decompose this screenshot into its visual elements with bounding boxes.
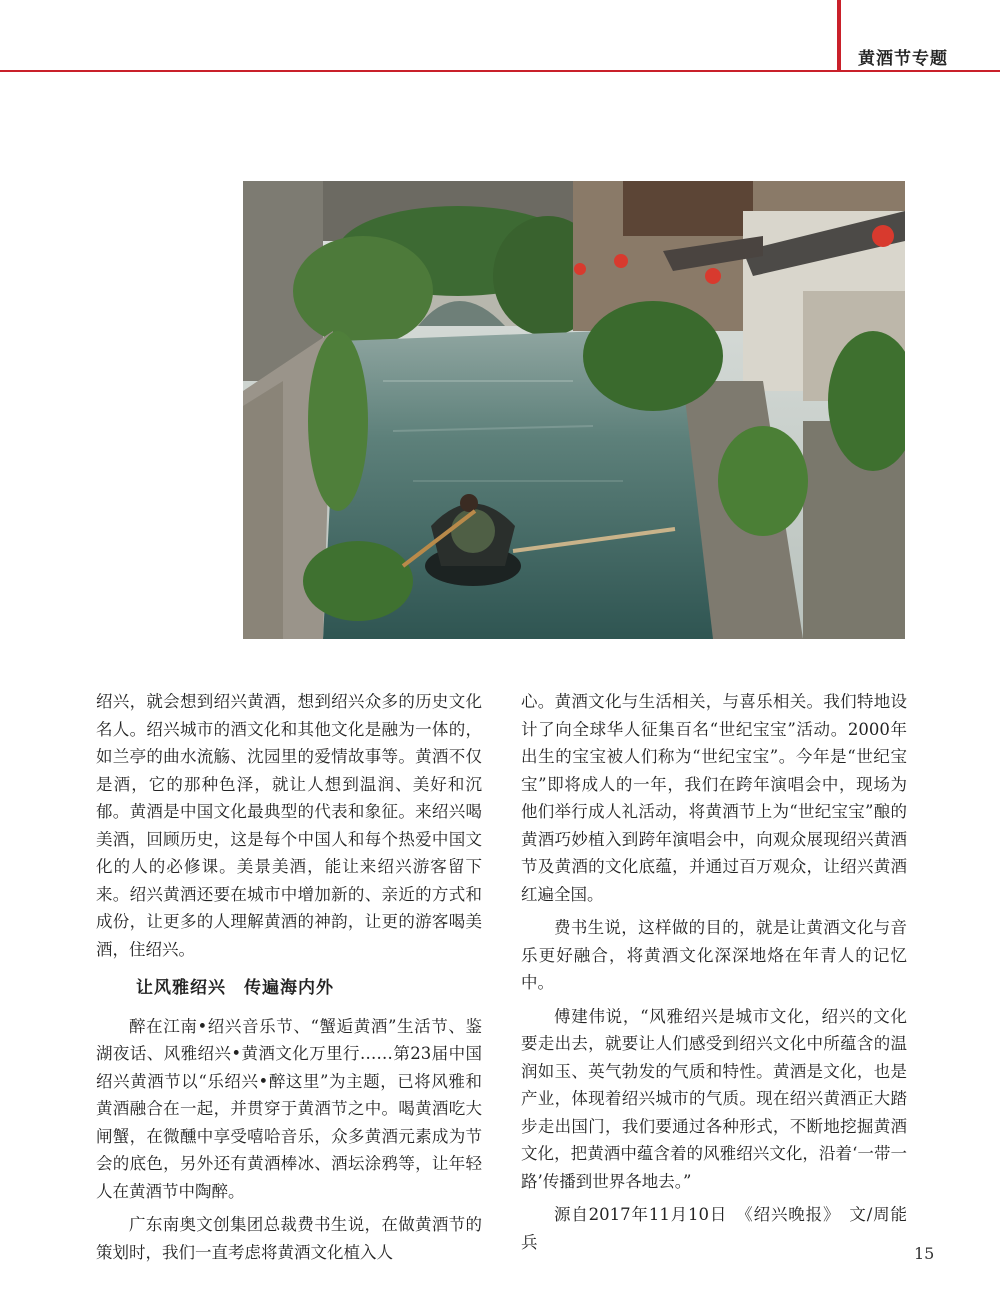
source-credit: 源自2017年11月10日 《绍兴晚报》 文/周能兵 [521, 1205, 907, 1252]
page-number: 15 [914, 1244, 935, 1263]
header-rule [0, 70, 1000, 72]
canal-photo [243, 181, 905, 639]
left-paragraph-1: 绍兴，就会想到绍兴黄酒，想到绍兴众多的历史文化名人。绍兴城市的酒文化和其他文化是融为一体的，如兰亭的曲水流觞、沈园里的爱情故事等。黄酒不仅是酒，它的那种色泽，就让人想到温润、美好和沉郁。黄酒是中国文化最典型的代表和象征。来绍兴喝美酒，回顾历史，这是每个中国人和每个热爱中国文化的人的必修课。美景美酒，能让来绍兴游客留下来。绍兴黄酒还要在城市中增加新的、亲近的方式和成份，让更多的人理解黄酒的神韵，让更的游客喝美酒，住绍兴。 [96, 692, 482, 959]
right-paragraph-1: 心。黄酒文化与生活相关，与喜乐相关。我们特地设计了向全球华人征集百名“世纪宝宝”活动。2000年出生的宝宝被人们称为“世纪宝宝”。今年是“世纪宝宝”即将成人的一年，我们在跨年演唱会中，现场为他们举行成人礼活动，将黄酒节上为“世纪宝宝”酿的黄酒巧妙植入到跨年演唱会中，向观众展现绍兴黄酒节及黄酒的文化底蕴，并通过百万观众，让绍兴黄酒红遍全国。 [521, 692, 907, 904]
right-column [521, 688, 907, 1262]
left-paragraph-2: 醉在江南•绍兴音乐节、“蟹逅黄酒”生活节、鉴湖夜话、风雅绍兴•黄酒文化万里行……第23届中国绍兴黄酒节以“乐绍兴•醉这里”为主题，已将风雅和黄酒融合在一起，并贯穿于黄酒节之中。喝黄酒吃大闸蟹，在微醺中享受嘻哈音乐，众多黄酒元素成为节会的底色，另外还有黄酒棒冰、酒坛涂鸦等，让年轻人在黄酒节中陶醉。 [96, 1016, 482, 1201]
section-heading: 让风雅绍兴 传遍海内外 [136, 978, 334, 998]
left-column [96, 688, 482, 1272]
section-title: 黄酒节专题 [858, 49, 948, 69]
right-paragraph-2: 费书生说，这样做的目的，就是让黄酒文化与音乐更好融合，将黄酒文化深深地烙在年青人的记忆中。 [521, 918, 907, 992]
header-accent-bar [837, 0, 841, 70]
left-paragraph-3: 广东南奥文创集团总裁费书生说，在做黄酒节的策划时，我们一直考虑将黄酒文化植入人 [96, 1215, 482, 1262]
right-paragraph-3: 傅建伟说，“风雅绍兴是城市文化，绍兴的文化要走出去，就要让人们感受到绍兴文化中所蕴含的温润如玉、英气勃发的气质和特性。黄酒是文化，也是产业，体现着绍兴城市的气质。现在绍兴黄酒正大踏步走出国门，我们要通过各种形式，不断地挖掘黄酒文化，把黄酒中蕴含着的风雅绍兴文化，沿着‘一带一路’传播到世界各地去。” [521, 1006, 907, 1191]
